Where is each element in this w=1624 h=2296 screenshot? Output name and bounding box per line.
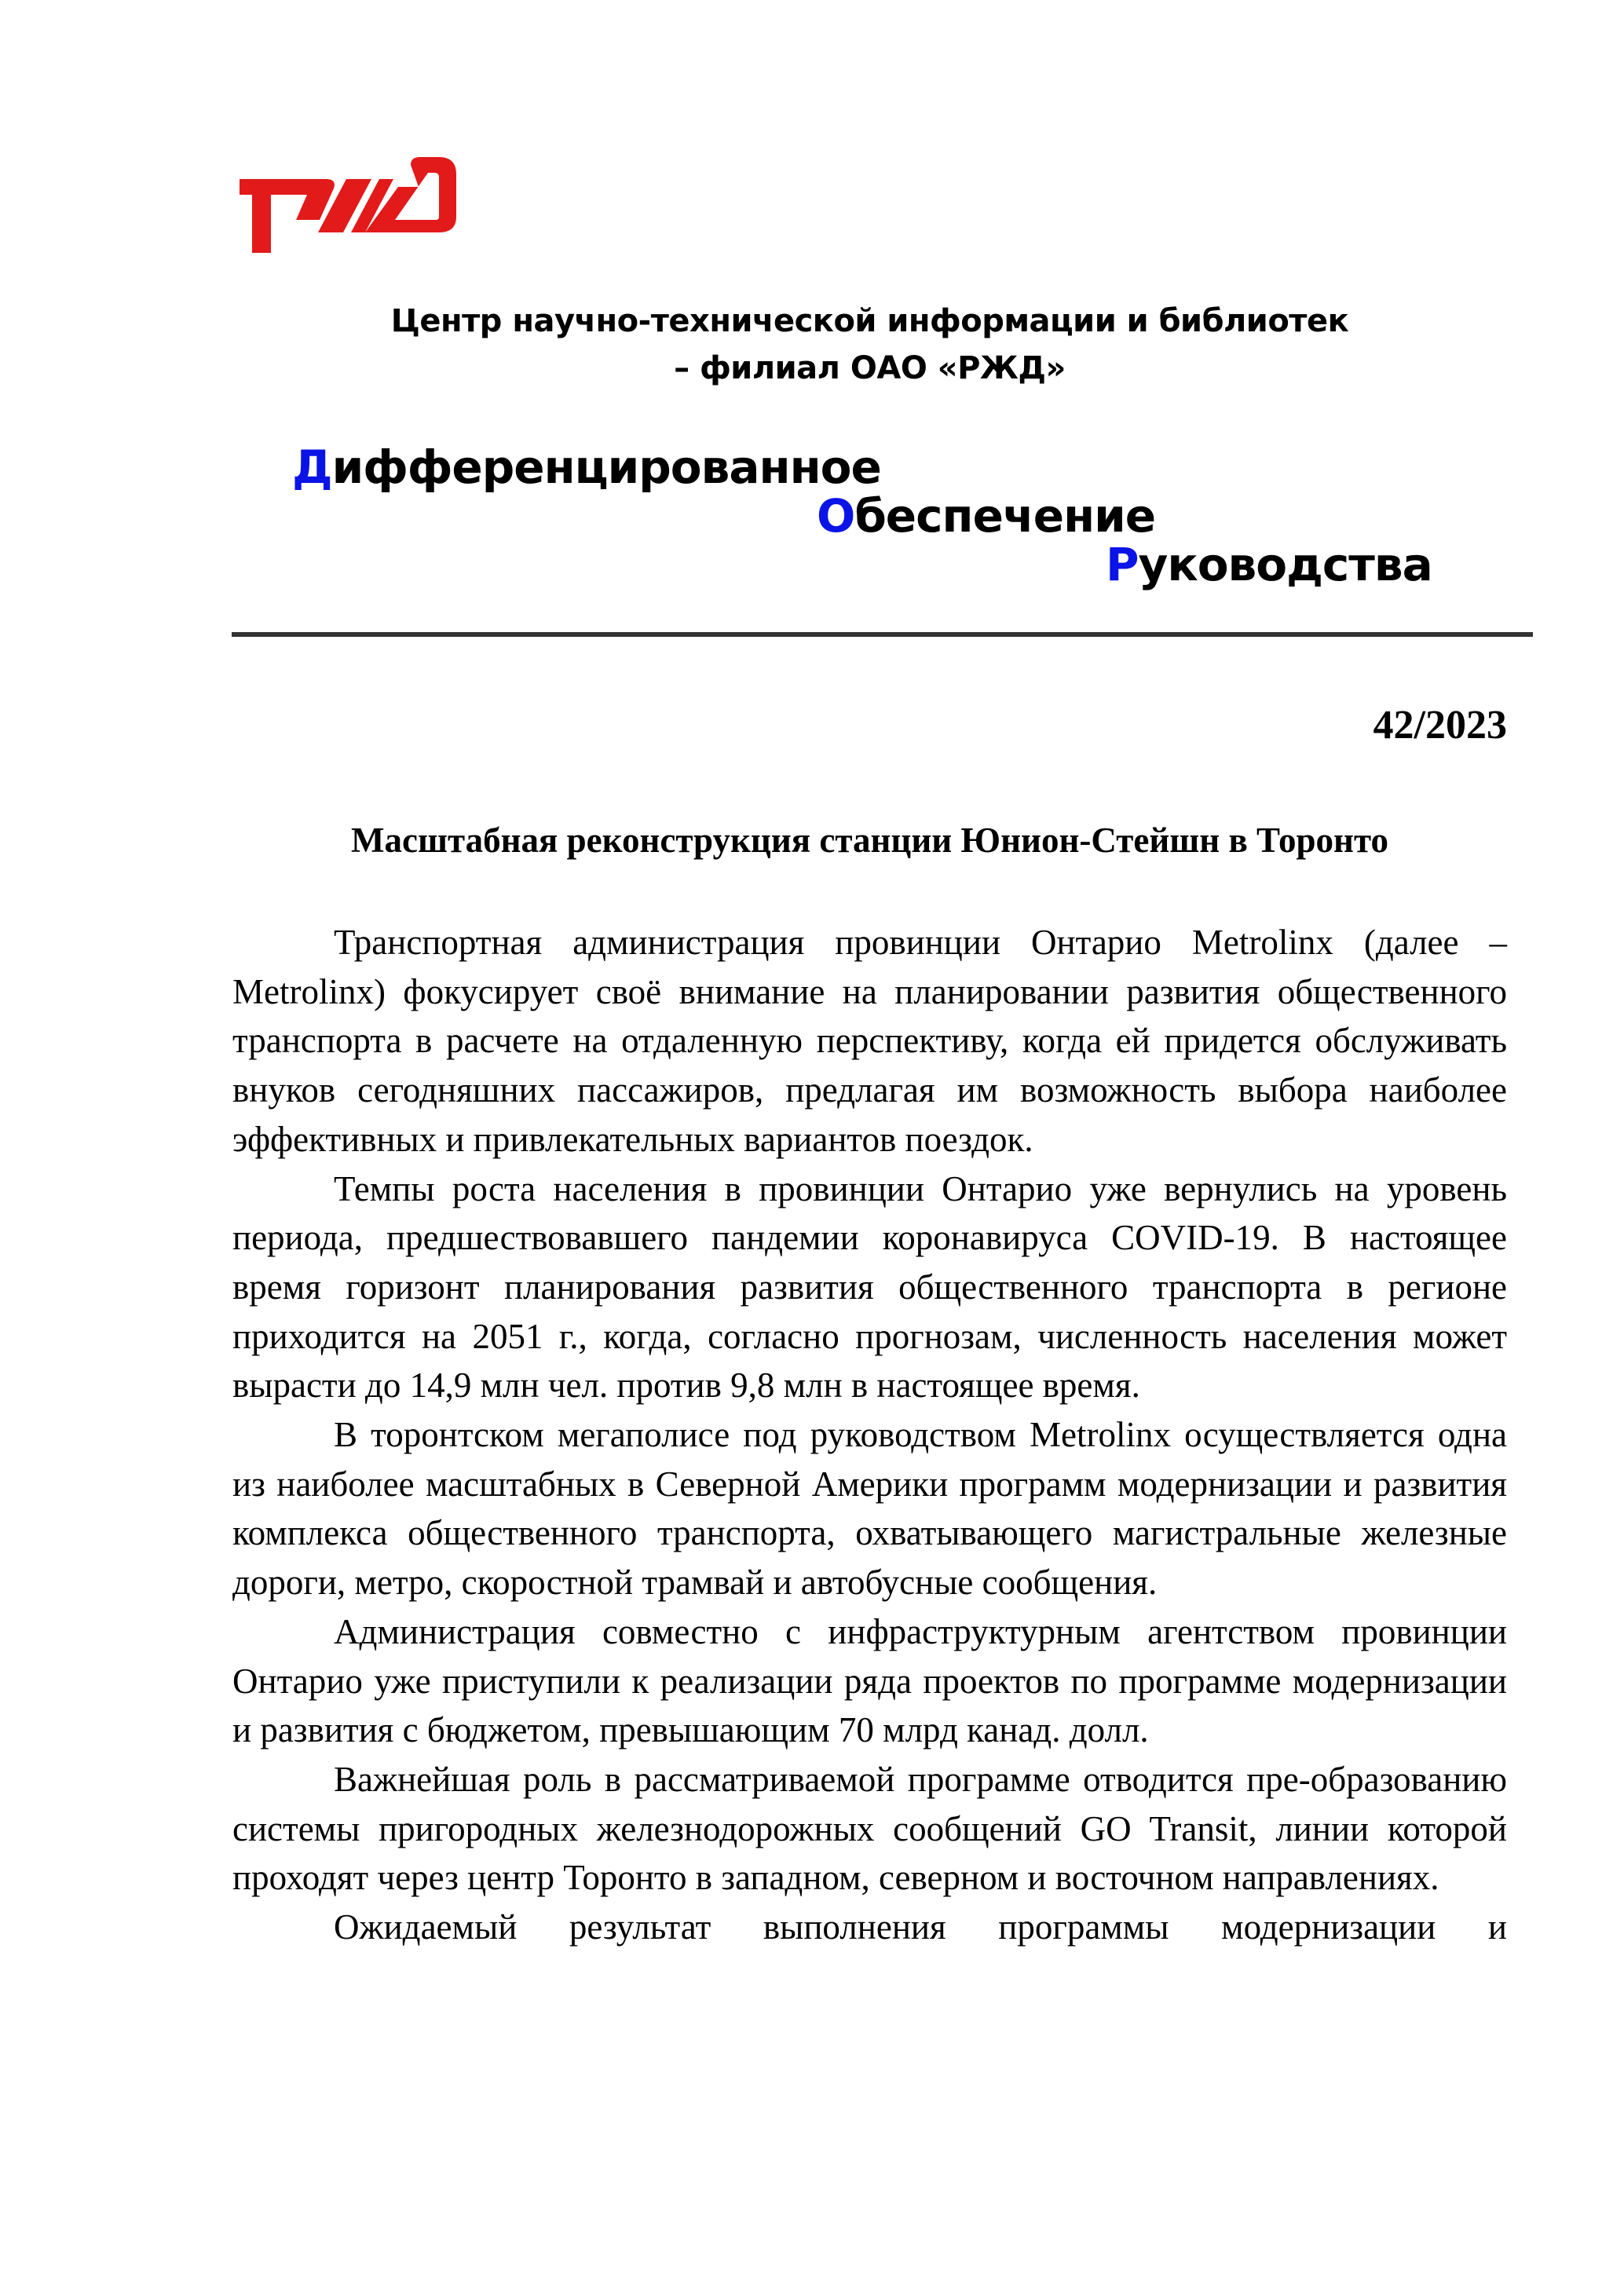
organization-name: Центр научно-технической информации и библиотек xyxy=(390,303,1349,339)
series-title-line-3 xyxy=(1106,538,1432,591)
article-body xyxy=(232,918,1507,1952)
series-initial-2: О xyxy=(817,489,855,543)
series-title-line-1 xyxy=(292,441,881,494)
series-rest-1: ифференцированное xyxy=(331,441,881,494)
series-rest-2: беспечение xyxy=(854,489,1156,543)
organization-branch: – филиал ОАО «РЖД» xyxy=(674,350,1066,386)
paragraph: Администрация совместно с инфраструктурным агентством провинции Онтарио уже приступили к реализации ряда проектов по программе модернизации и развития с бюджетом, превышающим 70 млрд канад. долл. xyxy=(232,1611,1507,1750)
paragraph: Ожидаемый результат выполнения программы модернизации и xyxy=(334,1907,1507,1947)
paragraph: В торонтском мегаполисе под руководством Metrolinx осуществляется одна из наиболее масштабных в Северной Америки программ модернизации и развития комплекса общественного транспорта, охватывающего магистральные железные дороги, метро, скоростной трамвай и автобусные сообщения. xyxy=(232,1415,1507,1603)
paragraph: Важнейшая роль в рассматриваемой программе отводится пре-образованию системы пригородных железнодорожных сообщений GO Transit, линии которой проходят через центр Торонто в западном, северном и восточном направлениях. xyxy=(232,1759,1507,1898)
issue-number: 42/2023 xyxy=(1373,703,1507,748)
series-initial-3: Р xyxy=(1106,538,1139,591)
series-title-line-2 xyxy=(817,489,1156,543)
rzd-logo-icon xyxy=(233,154,461,256)
header-divider xyxy=(232,632,1533,637)
paragraph: Транспортная администрация провинции Онтарио Metrolinx (далее – Metrolinx) фокусирует своё внимание на планировании развития общественного транспорта в расчете на отдаленную перспективу, когда ей придется обслуживать внуков сегодняшних пассажиров, предлагая им возможность выбора наиболее эффективных и привлекательных вариантов поездок. xyxy=(232,923,1507,1159)
series-rest-3: уководства xyxy=(1138,538,1432,591)
paragraph: Темпы роста населения в провинции Онтарио уже вернулись на уровень периода, предшествовавшего пандемии коронавируса COVID-19. В настоящее время горизонт планирования развития общественного транспорта в регионе приходится на 2051 г., когда, согласно прогнозам, численность населения может вырасти до 14,9 млн чел. против 9,8 млн в настоящее время. xyxy=(232,1168,1507,1406)
rzd-logo xyxy=(233,154,461,256)
article-title: Масштабная реконструкция станции Юнион-Стейшн в Торонто xyxy=(351,821,1388,860)
series-initial-1: Д xyxy=(292,441,332,494)
